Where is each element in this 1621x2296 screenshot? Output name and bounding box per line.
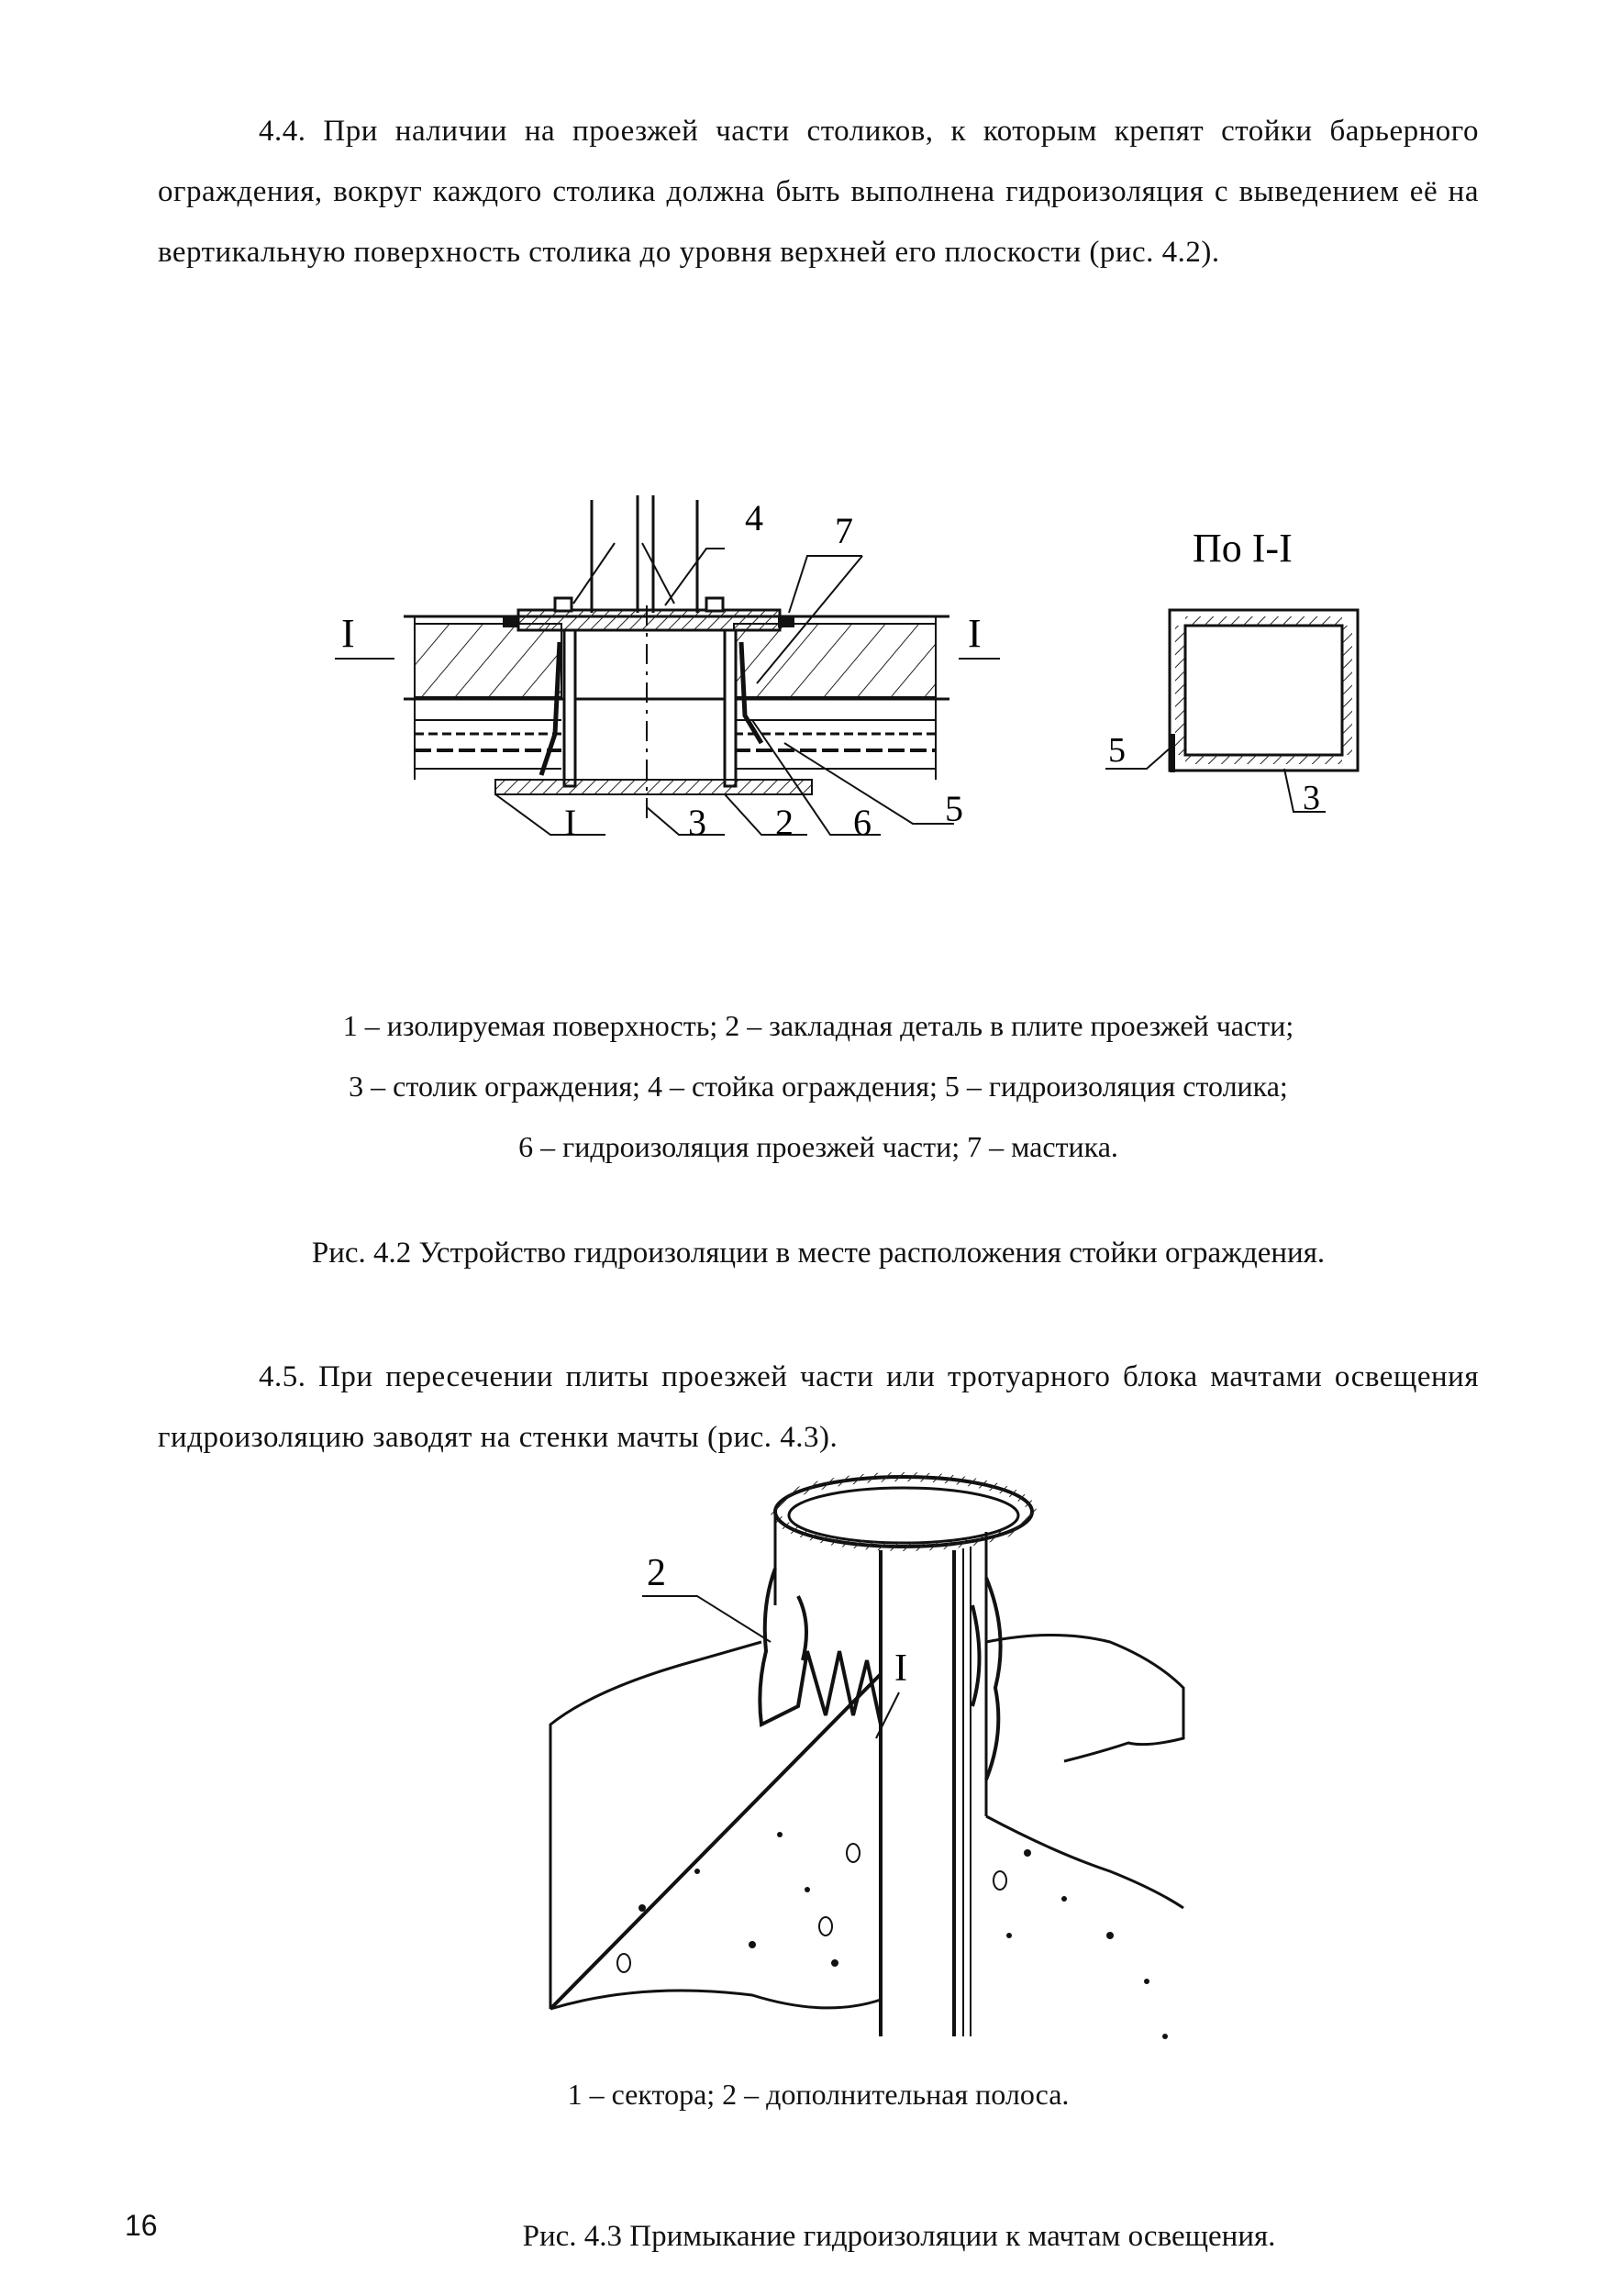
callout-4: 4 [745,497,763,538]
figure-4-3-callout-1: I [894,1647,907,1690]
callout-3: 3 [688,802,706,843]
paragraph-4-5 [158,1347,1479,1468]
page-number: 16 [125,2209,158,2242]
section-callout-3: 3 [1303,779,1320,817]
figure-4-3-title: Рис. 4.3 Примыкание гидроизоляции к мачтам освещения. [522,2220,1276,2253]
cut-label-right: I [968,611,982,656]
figure-4-3-callout-2: 2 [647,1552,666,1594]
figure-4-3-legend: 1 – сектора; 2 – дополнительная полоса. [567,2078,1070,2111]
callout-6: 6 [853,802,872,843]
legend-line-3: 6 – гидроизоляция проезжей части; 7 – мастика. [518,1130,1118,1163]
cut-label-left: I [341,611,355,656]
figure-4-3-leader-lines [642,1596,899,1738]
figure-4-2-legend [158,995,1479,1177]
callout-1: I [564,802,577,843]
figure-4-3-drawing [0,1468,1621,2064]
ground-surface [550,1636,1183,2010]
paragraph-4-5-text: 4.5. При пересечении плиты проезжей части или тротуарного блока мачтами освещения гидроизоляцию заводят на стенки мачты (рис. 4.3). [158,1360,1479,1454]
deck-slab [404,616,949,780]
paragraph-4-4-text: 4.4. При наличии на проезжей части столиков, к которым крепят стойки барьерного ограждения, вокруг каждого столика должна быть выполнена гидроизоляция с выведением её на вертикальную поверхность столика до уровня верхней его плоскости (рис. 4.2). [158,115,1479,269]
callout-2: 2 [775,802,794,843]
section-callout-5: 5 [1108,731,1126,770]
figure-4-2-drawing [0,0,1621,917]
legend-line-2: 3 – столик ограждения; 4 – стойка ограждения; 5 – гидроизоляция столика; [349,1070,1288,1103]
section-label: По I-I [1193,526,1293,571]
legend-line-1: 1 – изолируемая поверхность; 2 – закладная деталь в плите проезжей части; [342,1009,1294,1042]
callout-7: 7 [835,510,853,551]
figure-4-2-title: Рис. 4.2 Устройство гидроизоляции в месте расположения стойки ограждения. [311,1237,1326,1270]
callout-5: 5 [945,788,963,829]
